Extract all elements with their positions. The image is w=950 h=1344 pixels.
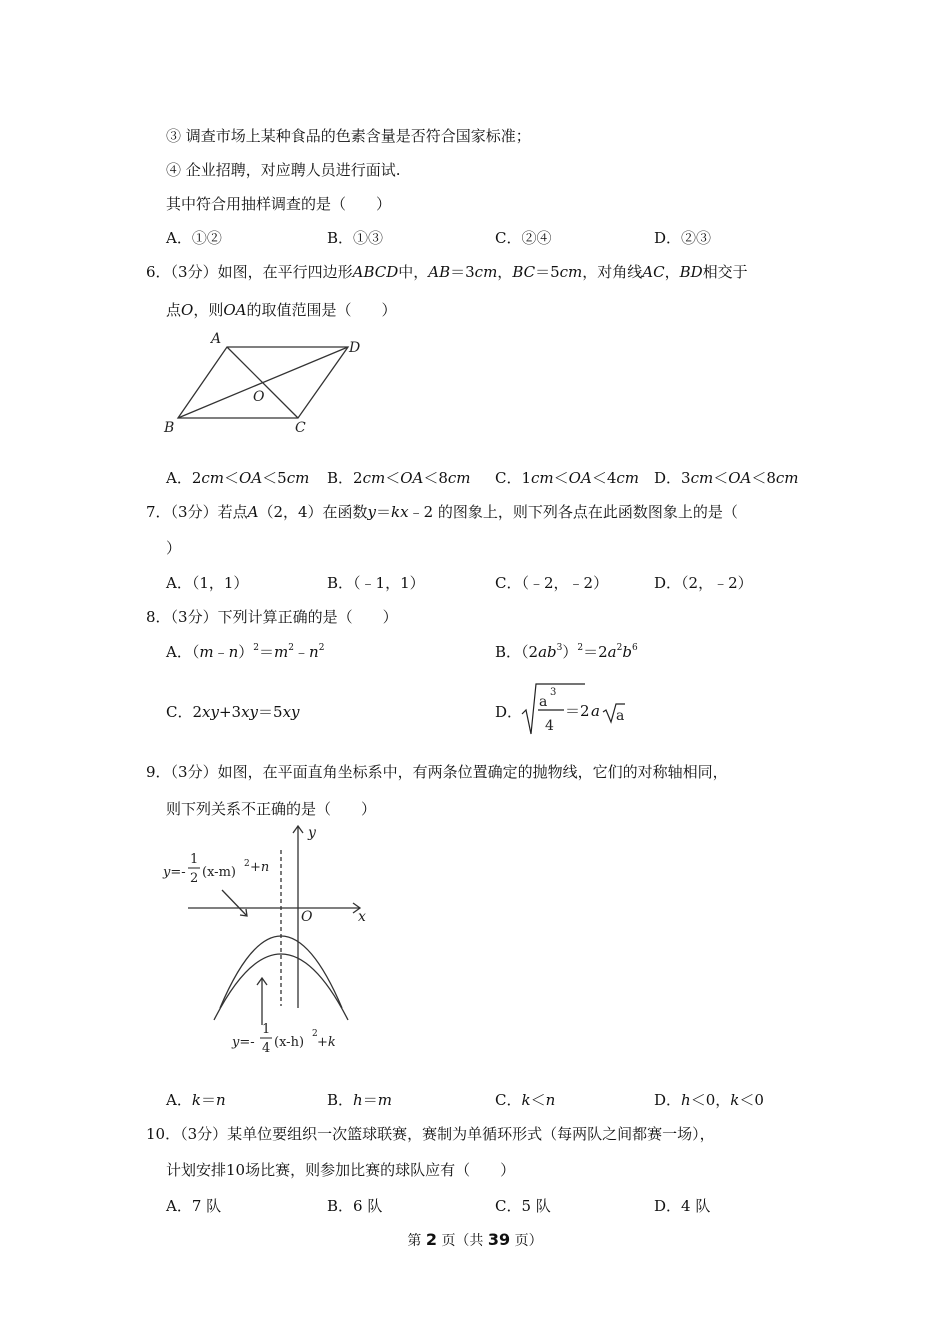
q5-option-c: C．②④ bbox=[495, 229, 552, 247]
q8-option-a: A．$(m﹣n)^2=m^2﹣n^2$ bbox=[166, 643, 325, 661]
y-axis-label: y bbox=[308, 825, 316, 841]
q5-option-b: B．①③ bbox=[327, 229, 384, 247]
vertex-label-d: D bbox=[349, 340, 361, 356]
q7-option-d: D．（2，﹣2） bbox=[654, 574, 753, 592]
q9-option-b: B．h＝m bbox=[327, 1091, 392, 1109]
inner-radicand: a bbox=[616, 708, 625, 724]
q6-stem-line2: 点O，则OA的取值范围是（ ） bbox=[166, 301, 397, 319]
item-3-text: ③ 调查市场上某种食品的色素含量是否符合国家标准； bbox=[166, 127, 531, 145]
origin-label: O bbox=[301, 909, 313, 925]
parallelogram-figure bbox=[160, 328, 380, 438]
q6-option-b: B．2cm＜OA＜8cm bbox=[327, 469, 471, 487]
lower-eq-frac-num: 1 bbox=[262, 1022, 271, 1037]
fraction-numerator-exp: 3 bbox=[550, 687, 557, 698]
q8-d-coef-a: a bbox=[591, 702, 600, 720]
lower-eq-prefix: y=- bbox=[232, 1035, 255, 1050]
upper-eq-body: (x-m) bbox=[202, 865, 236, 880]
q8-stem: 8．（3分）下列计算正确的是（ ） bbox=[146, 608, 398, 626]
point-label-o: O bbox=[253, 389, 265, 405]
q10-option-d: D．4 队 bbox=[654, 1197, 711, 1215]
q8-option-b: B．$(2ab^3)^2=2a^2b^6$ bbox=[495, 643, 638, 661]
page-number: 2 bbox=[425, 1230, 437, 1249]
q9-stem-line1: 9．（3分）如图，在平面直角坐标系中，有两条位置确定的抛物线，它们的对称轴相同， bbox=[146, 763, 728, 781]
q8-option-c: C．2xy+3xy＝5xy bbox=[166, 703, 300, 721]
q5-option-a: A．①② bbox=[166, 229, 222, 247]
q7-stem-line1: 7．（3分）若点A（2，4）在函数y＝kx﹣2 的图象上，则下列各点在此函数图象上的是（ bbox=[146, 503, 738, 521]
q10-option-a: A．7 队 bbox=[166, 1197, 222, 1215]
page-footer: 第 2 页（共 39 页） bbox=[407, 1230, 543, 1249]
q9-option-a: A．k＝n bbox=[166, 1091, 226, 1109]
upper-eq-post: +n bbox=[250, 860, 270, 875]
fraction-denominator: 4 bbox=[545, 718, 554, 734]
upper-eq-frac-num: 1 bbox=[190, 852, 199, 867]
vertex-label-c: C bbox=[295, 420, 306, 436]
q6-option-c: C．1cm＜OA＜4cm bbox=[495, 469, 639, 487]
q9-option-c: C．k＜n bbox=[495, 1091, 556, 1109]
q6-option-d: D．3cm＜OA＜8cm bbox=[654, 469, 799, 487]
q7-option-b: B．（﹣1，1） bbox=[327, 574, 425, 592]
q8-option-d-formula bbox=[519, 680, 629, 740]
x-axis-label: x bbox=[358, 909, 366, 925]
upper-eq-exp: 2 bbox=[244, 859, 250, 869]
item-4-text: ④ 企业招聘，对应聘人员进行面试. bbox=[166, 161, 401, 179]
q6-option-a: A．2cm＜OA＜5cm bbox=[166, 469, 310, 487]
q5-option-d: D．②③ bbox=[654, 229, 712, 247]
page-total: 39 bbox=[487, 1230, 511, 1249]
vertex-label-a: A bbox=[211, 331, 222, 347]
q10-option-b: B．6 队 bbox=[327, 1197, 383, 1215]
lower-eq-body: (x-h) bbox=[274, 1035, 305, 1050]
lower-eq-post: +k bbox=[317, 1035, 336, 1050]
q8-d-equals-2: ＝2 bbox=[565, 702, 590, 720]
q7-stem-line2: ） bbox=[166, 539, 182, 557]
upper-eq-prefix: y=- bbox=[163, 865, 186, 880]
q10-stem-line2: 计划安排10场比赛，则参加比赛的球队应有（ ） bbox=[166, 1161, 516, 1179]
upper-equation-arrow bbox=[222, 890, 247, 916]
vertex-label-b: B bbox=[164, 420, 175, 436]
q10-option-c: C．5 队 bbox=[495, 1197, 551, 1215]
q5-stem: 其中符合用抽样调查的是（ ） bbox=[166, 195, 392, 213]
q6-stem-line1: 6．（3分）如图，在平行四边形ABCD中，AB＝3cm，BC＝5cm，对角线AC，BD相交于 bbox=[146, 263, 748, 281]
q8-option-d-prefix: D． bbox=[495, 703, 523, 721]
q9-stem-line2: 则下列关系不正确的是（ ） bbox=[166, 800, 377, 818]
q7-option-c: C．（﹣2，﹣2） bbox=[495, 574, 609, 592]
lower-eq-frac-den: 4 bbox=[262, 1041, 271, 1056]
q9-option-d: D．h＜0，k＜0 bbox=[654, 1091, 764, 1109]
upper-eq-frac-den: 2 bbox=[190, 871, 199, 886]
q10-stem-line1: 10．（3分）某单位要组织一次篮球联赛，赛制为单循环形式（每两队之间都赛一场）， bbox=[146, 1125, 715, 1143]
q7-option-a: A．（1，1） bbox=[166, 574, 249, 592]
fraction-numerator-base: a bbox=[539, 694, 548, 710]
parabola-figure bbox=[160, 820, 380, 1068]
lower-eq-exp: 2 bbox=[312, 1029, 318, 1039]
